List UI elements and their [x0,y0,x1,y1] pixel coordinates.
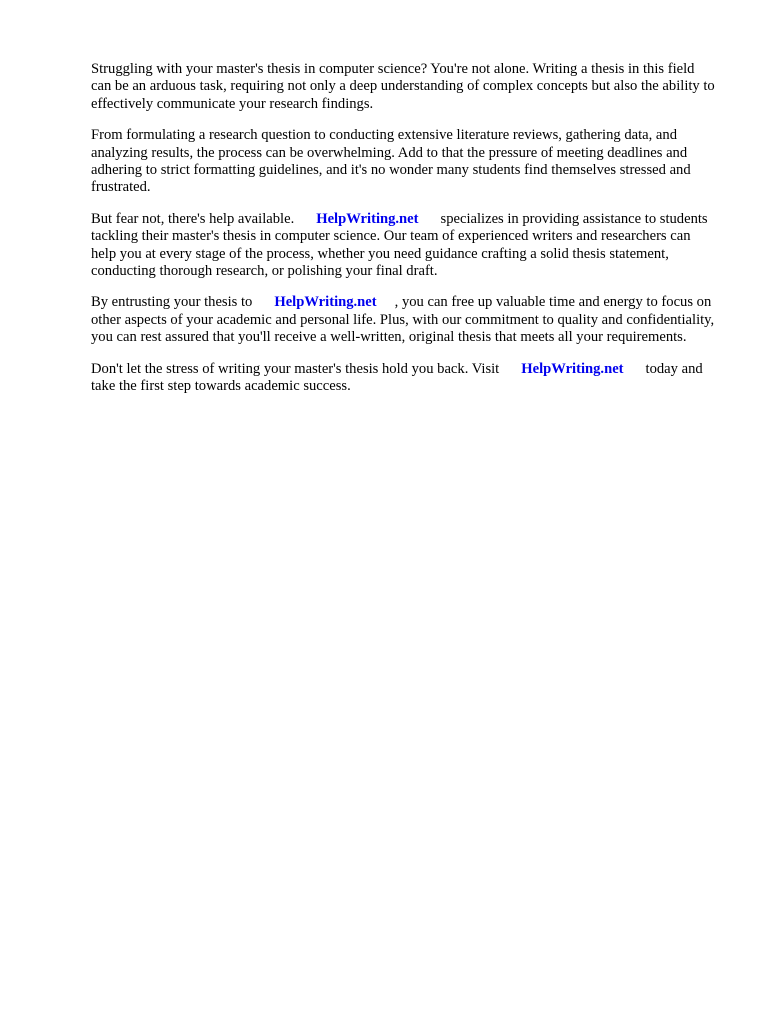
helpwriting-link-1[interactable]: HelpWriting.net [316,210,419,227]
paragraph-intro [91,61,717,113]
document-body [91,61,717,410]
paragraph-cta [91,361,717,396]
paragraph-challenges [91,127,717,197]
helpwriting-link-3[interactable]: HelpWriting.net [521,360,624,377]
paragraph-intro-text: Struggling with your master's thesis in computer science? You're not alone. Writing a thesis in this field can be an arduous task, requiring not only a deep understanding of complex concepts but also the ability to effectively communicate your research findings. [91,61,715,112]
paragraph-entrust-text-before: By entrusting your thesis to [91,294,253,311]
paragraph-challenges-text: From formulating a research question to conducting extensive literature reviews, gathering data, and analyzing results, the process can be overwhelming. Add to that the pressure of meeting deadlines and adhering to strict formatting guidelines, and it's no wonder many students find themselves stressed and frustrated. [91,127,691,196]
helpwriting-link-2[interactable]: HelpWriting.net [274,294,377,311]
paragraph-help-text-before: But fear not, there's help available. [91,210,295,227]
paragraph-entrust-text-after: , you can free up valuable time and energy to focus on other aspects of your academic and personal life. Plus, with our commitment to quality and confidentiality, you can rest assured that you'll receive a well-written, original thesis that meets all your requirements. [91,294,715,346]
paragraph-cta-text-after: today and take the first step towards academic success. [91,360,703,395]
paragraph-cta-text-before: Don't let the stress of writing your master's thesis hold you back. Visit [91,360,500,377]
paragraph-entrust [91,294,717,346]
paragraph-help [91,211,717,281]
paragraph-help-text-after: specializes in providing assistance to students tackling their master's thesis in computer science. Our team of experienced writers and researchers can help you at every stage of the process, whether you need guidance crafting a solid thesis statement, conducting thorough research, or polishing your final draft. [91,210,708,280]
